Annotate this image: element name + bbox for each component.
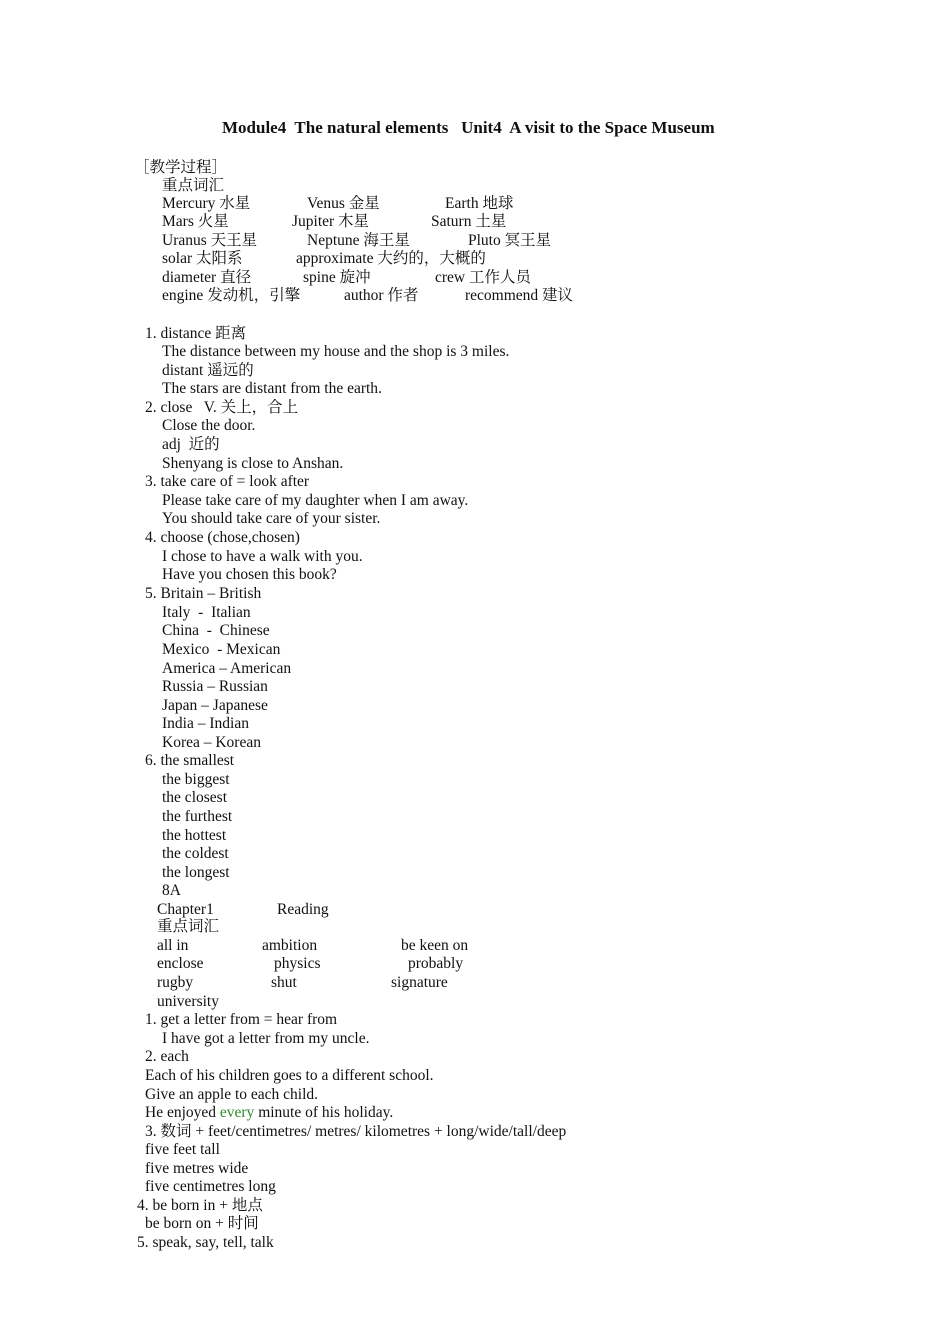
vocab-item: approximate 大约的，大概的: [296, 250, 486, 267]
vocab-item: Jupiter 木星: [292, 213, 370, 230]
note-line: the biggest: [162, 771, 230, 788]
note-line: Korea – Korean: [162, 734, 261, 751]
vocab2-item: probably: [408, 955, 464, 972]
note-line: [145, 1104, 393, 1122]
section-header: ［教学过程］: [134, 159, 228, 176]
vocab-item: Venus 金星: [307, 195, 380, 212]
vocab-item: Saturn 土星: [431, 213, 507, 230]
vocab-item: Uranus 天王星: [162, 232, 258, 249]
note-line: I have got a letter from my uncle.: [162, 1030, 370, 1047]
vocab-item: crew 工作人员: [435, 269, 531, 286]
note-line: 8A: [162, 882, 181, 899]
vocab2-item: enclose: [157, 955, 204, 972]
vocab2-item: physics: [274, 955, 321, 972]
note-line: I chose to have a walk with you.: [162, 548, 363, 565]
note-line: China - Chinese: [162, 622, 270, 639]
note-line: 3. 数词 + feet/centimetres/ metres/ kilometres + long/wide/tall/deep: [145, 1123, 567, 1140]
vocab-item: diameter 直径: [162, 269, 252, 286]
note-line: distant 遥远的: [162, 362, 254, 379]
vocab-item: author 作者: [344, 287, 419, 304]
highlighted-word: every: [219, 1104, 255, 1121]
note-line: five centimetres long: [145, 1178, 276, 1195]
note-line: be born on + 时间: [145, 1215, 259, 1232]
vocab2-item: university: [157, 993, 219, 1010]
note-line: Each of his children goes to a different school.: [145, 1067, 434, 1084]
page-title: Module4 The natural elements Unit4 A visit to the Space Museum: [222, 118, 715, 137]
note-line: Italy - Italian: [162, 604, 251, 621]
note-line: 5. speak, say, tell, talk: [137, 1234, 274, 1251]
note-line: 5. Britain – British: [145, 585, 262, 602]
vocab-item: Mars 火星: [162, 213, 229, 230]
vocab2-item: be keen on: [401, 937, 469, 954]
note-line: You should take care of your sister.: [162, 510, 381, 527]
note-line: Shenyang is close to Anshan.: [162, 455, 344, 472]
note-line: India – Indian: [162, 715, 249, 732]
note-line: the furthest: [162, 808, 233, 825]
note-line: the longest: [162, 864, 230, 881]
note-text: He enjoyed: [145, 1104, 220, 1121]
note-line: America – American: [162, 660, 292, 677]
note-line: Japan – Japanese: [162, 697, 268, 714]
note-line: 3. take care of = look after: [145, 473, 310, 490]
note-line: Close the door.: [162, 417, 256, 434]
note-line: Please take care of my daughter when I am away.: [162, 492, 469, 509]
note-line: The distance between my house and the shop is 3 miles.: [162, 343, 510, 360]
note-line: the hottest: [162, 827, 227, 844]
note-line: adj 近的: [162, 436, 220, 453]
note-line: 2. close V. 关上，合上: [145, 399, 299, 416]
vocab2-item: ambition: [262, 937, 318, 954]
note-line: the coldest: [162, 845, 229, 862]
vocab2-item: shut: [271, 974, 297, 991]
vocab2-item: all in: [157, 937, 189, 954]
note-line: five feet tall: [145, 1141, 220, 1158]
note-line: 2. each: [145, 1048, 189, 1065]
vocab-item: Neptune 海王星: [307, 232, 410, 249]
note-line: The stars are distant from the earth.: [162, 380, 382, 397]
note-line: Russia – Russian: [162, 678, 268, 695]
note-line: five metres wide: [145, 1160, 249, 1177]
note-line: 4. choose (chose,chosen): [145, 529, 300, 546]
vocab2-item: rugby: [157, 974, 194, 991]
vocab-item: engine 发动机，引擎: [162, 287, 301, 304]
note-line: 4. be born in + 地点: [137, 1197, 263, 1214]
chapter-section: Reading: [277, 901, 329, 918]
vocab2-item: signature: [391, 974, 448, 991]
vocab-item: Pluto 冥王星: [468, 232, 552, 249]
vocab-item: Earth 地球: [445, 195, 514, 212]
note-line: Give an apple to each child.: [145, 1086, 319, 1103]
note-text: minute of his holiday.: [254, 1104, 394, 1121]
vocab-item: recommend 建议: [465, 287, 574, 304]
note-line: Have you chosen this book?: [162, 566, 337, 583]
note-line: the closest: [162, 789, 227, 806]
chapter-label: Chapter1: [157, 901, 214, 918]
note-line: 1. get a letter from = hear from: [145, 1011, 338, 1028]
note-line: 1. distance 距离: [145, 325, 247, 342]
note-line: 6. the smallest: [145, 752, 235, 769]
note-line: Mexico - Mexican: [162, 641, 281, 658]
vocab-item: spine 旋冲: [303, 269, 371, 286]
vocab2-heading: 重点词汇: [157, 918, 220, 935]
vocab-item: solar 太阳系: [162, 250, 243, 267]
vocab-heading: 重点词汇: [162, 177, 225, 194]
vocab-item: Mercury 水星: [162, 195, 251, 212]
